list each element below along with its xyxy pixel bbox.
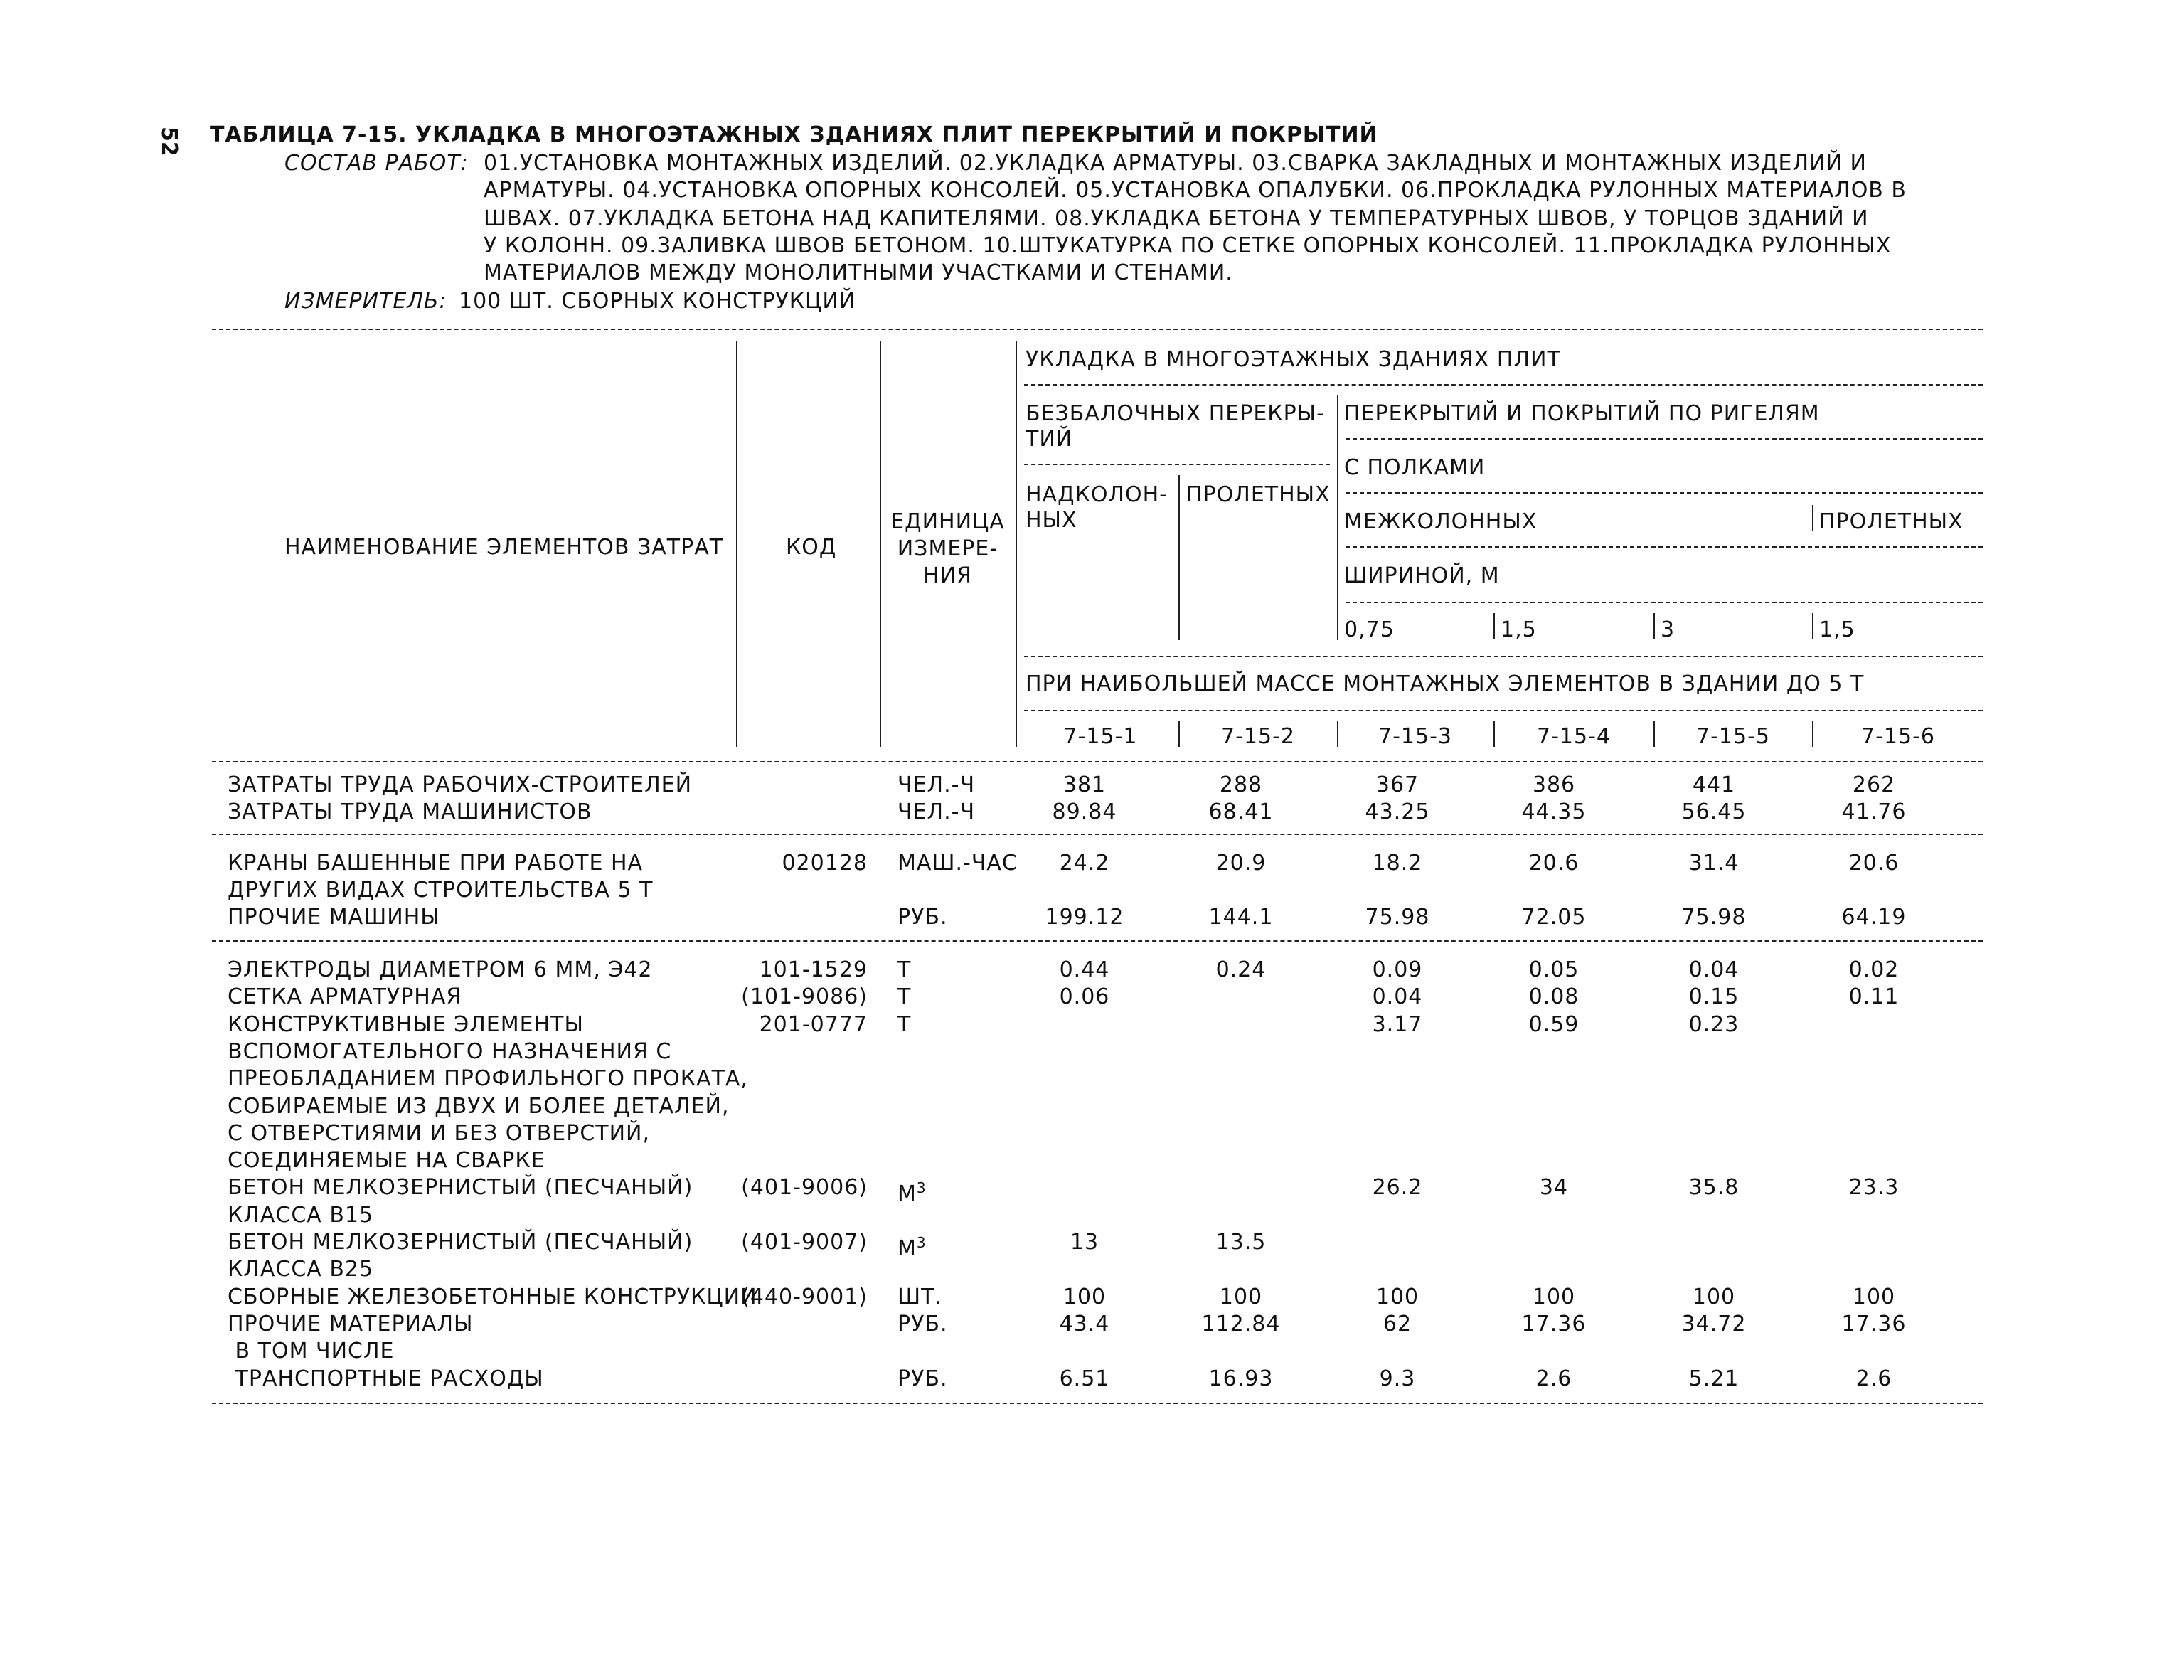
value-cell: 0.15: [1688, 984, 1740, 1010]
value-cell: 17.36: [1841, 1311, 1907, 1336]
header-name: НАИМЕНОВАНИЕ ЭЛЕМЕНТОВ ЗАТРАТ: [284, 535, 724, 560]
value-cell: 441: [1692, 772, 1736, 797]
row-name: БЕТОН МЕЛКОЗЕРНИСТЫЙ (ПЕСЧАНЫЙ): [228, 1175, 693, 1201]
column-code: 7-15-1: [1063, 724, 1138, 749]
row-name: ДРУГИХ ВИДАХ СТРОИТЕЛЬСТВА 5 Т: [228, 878, 654, 903]
value-cell: 199.12: [1045, 905, 1124, 930]
header-divider: [736, 341, 737, 747]
row-unit: РУБ.: [897, 1366, 948, 1391]
row-unit: ЧЕЛ.-Ч: [897, 772, 976, 797]
rule-bottom: [212, 1403, 1983, 1404]
header-divider: [1812, 505, 1813, 531]
rule-top: [212, 329, 1983, 330]
header-divider: [880, 341, 881, 747]
header-divider: [1178, 721, 1180, 747]
row-name: ТРАНСПОРТНЫЕ РАСХОДЫ: [228, 1366, 544, 1391]
row-name: СОЕДИНЯЕМЫЕ НА СВАРКЕ: [228, 1148, 545, 1174]
value-cell: 24.2: [1059, 851, 1110, 876]
value-cell: 20.6: [1528, 851, 1580, 876]
rule-section: [212, 834, 1983, 835]
row-unit: МАШ.-ЧАС: [897, 851, 1018, 876]
row-code: (401-9006): [741, 1175, 868, 1201]
value-cell: 2.6: [1535, 1366, 1572, 1391]
header-rule: [1346, 546, 1983, 548]
header-unit: ИЗМЕРЕ-: [897, 536, 998, 561]
value-cell: 0.59: [1528, 1011, 1580, 1037]
row-name: С ОТВЕРСТИЯМИ И БЕЗ ОТВЕРСТИЙ,: [228, 1120, 651, 1146]
value-cell: 13.5: [1215, 1230, 1267, 1255]
row-code: 201-0777: [759, 1011, 868, 1037]
header-divider: [1493, 613, 1495, 639]
header-nadkolon: НЫХ: [1026, 508, 1077, 533]
header-unit: ЕДИНИЦА: [890, 509, 1005, 534]
value-cell: 0.11: [1848, 984, 1900, 1010]
column-code: 7-15-4: [1537, 724, 1611, 749]
row-name: В ТОМ ЧИСЛЕ: [228, 1339, 395, 1364]
header-rule: [1024, 384, 1983, 386]
value-cell: 6.51: [1059, 1366, 1110, 1391]
value-cell: 262: [1852, 772, 1896, 797]
value-cell: 20.6: [1848, 851, 1900, 876]
row-name: СЕТКА АРМАТУРНАЯ: [228, 984, 462, 1010]
value-cell: 288: [1219, 772, 1263, 797]
value-cell: 43.4: [1059, 1311, 1110, 1336]
row-unit: $М^3$: [897, 1179, 927, 1207]
row-name: КОНСТРУКТИВНЫЕ ЭЛЕМЕНТЫ: [228, 1011, 584, 1037]
value-cell: 112.84: [1201, 1311, 1281, 1336]
row-name: ПРЕОБЛАДАНИЕМ ПРОФИЛЬНОГО ПРОКАТА,: [228, 1066, 748, 1092]
header-divider: [1812, 613, 1813, 639]
value-cell: 144.1: [1208, 905, 1274, 930]
header-rule: [1024, 656, 1983, 657]
value-cell: 35.8: [1688, 1175, 1740, 1201]
sostav-label: СОСТАВ РАБОТ:: [284, 151, 469, 176]
sostav-line: МАТЕРИАЛОВ МЕЖДУ МОНОЛИТНЫМИ УЧАСТКАМИ И СТЕНАМИ.: [484, 260, 1233, 285]
value-cell: 17.36: [1521, 1311, 1587, 1336]
value-cell: 100: [1852, 1284, 1896, 1309]
superscript-three: 3: [916, 1234, 927, 1251]
value-cell: 100: [1375, 1284, 1419, 1309]
value-cell: 100: [1062, 1284, 1107, 1309]
value-cell: 100: [1532, 1284, 1576, 1309]
value-cell: 0.08: [1528, 984, 1580, 1010]
row-unit: Т: [897, 984, 912, 1010]
value-cell: 72.05: [1521, 905, 1587, 930]
value-cell: 0.02: [1848, 957, 1900, 982]
value-cell: 68.41: [1208, 799, 1274, 824]
table-title: ТАБЛИЦА 7-15. УКЛАДКА В МНОГОЭТАЖНЫХ ЗДАНИЯХ ПЛИТ ПЕРЕКРЫТИЙ И ПОКРЫТИЙ: [210, 122, 1378, 147]
rule-header-bottom: [212, 761, 1983, 762]
value-cell: 31.4: [1688, 851, 1740, 876]
value-cell: 0.09: [1372, 957, 1423, 982]
value-cell: 0.23: [1688, 1011, 1740, 1037]
header-width: 1,5: [1819, 617, 1855, 642]
value-cell: 9.3: [1379, 1366, 1416, 1391]
value-cell: 0.24: [1215, 957, 1267, 982]
value-cell: 64.19: [1841, 905, 1907, 930]
header-divider: [1337, 395, 1338, 640]
row-unit: Т: [897, 1011, 912, 1037]
row-name: СОБИРАЕМЫЕ ИЗ ДВУХ И БОЛЕЕ ДЕТАЛЕЙ,: [228, 1093, 730, 1119]
row-code: (101-9086): [741, 984, 868, 1010]
header-width: 3: [1661, 617, 1676, 642]
value-cell: 16.93: [1208, 1366, 1274, 1391]
column-code: 7-15-3: [1378, 724, 1452, 749]
row-unit: $М^3$: [897, 1234, 927, 1261]
row-unit: РУБ.: [897, 1311, 948, 1336]
row-name: КЛАССА В25: [228, 1257, 374, 1282]
header-polki: С ПОЛКАМИ: [1344, 455, 1486, 480]
header-rule: [1346, 438, 1983, 440]
row-unit: Т: [897, 957, 912, 982]
value-cell: 18.2: [1372, 851, 1423, 876]
izmeritel-value: 100 ШТ. СБОРНЫХ КОНСТРУКЦИЙ: [459, 289, 856, 314]
row-unit: РУБ.: [897, 905, 948, 930]
value-cell: 44.35: [1521, 799, 1587, 824]
header-rule: [1346, 602, 1983, 603]
header-proletnyh: ПРОЛЕТНЫХ: [1819, 509, 1964, 534]
value-cell: 100: [1219, 1284, 1263, 1309]
value-cell: 34: [1539, 1175, 1569, 1201]
header-mezhkolon: МЕЖКОЛОННЫХ: [1344, 509, 1538, 534]
sostav-line: 01.УСТАНОВКА МОНТАЖНЫХ ИЗДЕЛИЙ. 02.УКЛАДКА АРМАТУРЫ. 03.СВАРКА ЗАКЛАДНЫХ И МОНТАЖНЫХ ИЗДЕЛИЙ И: [484, 151, 1867, 176]
izmeritel-label: ИЗМЕРИТЕЛЬ:: [284, 289, 447, 314]
header-rigel: ПЕРЕКРЫТИЙ И ПОКРЫТИЙ ПО РИГЕЛЯМ: [1344, 401, 1820, 426]
row-name: КРАНЫ БАШЕННЫЕ ПРИ РАБОТЕ НА: [228, 851, 644, 876]
value-cell: 386: [1532, 772, 1576, 797]
row-name: ЗАТРАТЫ ТРУДА РАБОЧИХ-СТРОИТЕЛЕЙ: [228, 772, 693, 797]
value-cell: 5.21: [1688, 1366, 1740, 1391]
header-width: 1,5: [1501, 617, 1537, 642]
row-name: ЗАТРАТЫ ТРУДА МАШИНИСТОВ: [228, 799, 592, 824]
column-code: 7-15-2: [1221, 724, 1295, 749]
header-width: 0,75: [1344, 617, 1395, 642]
value-cell: 100: [1692, 1284, 1736, 1309]
value-cell: 0.04: [1688, 957, 1740, 982]
row-name: ЭЛЕКТРОДЫ ДИАМЕТРОМ 6 ММ, Э42: [228, 957, 653, 982]
row-name: КЛАССА В15: [228, 1202, 374, 1228]
column-code: 7-15-5: [1696, 724, 1770, 749]
value-cell: 56.45: [1681, 799, 1747, 824]
sostav-line: ШВАХ. 07.УКЛАДКА БЕТОНА НАД КАПИТЕЛЯМИ. 08.УКЛАДКА БЕТОНА У ТЕМПЕРАТУРНЫХ ШВОВ, У ТОРЦОВ ЗДАНИЙ И: [484, 206, 1869, 231]
value-cell: 0.04: [1372, 984, 1423, 1010]
header-bezbal: ТИЙ: [1026, 427, 1073, 452]
row-code: 020128: [782, 851, 868, 876]
header-mass: ПРИ НАИБОЛЬШЕЙ МАССЕ МОНТАЖНЫХ ЭЛЕМЕНТОВ В ЗДАНИИ ДО 5 Т: [1026, 671, 1865, 696]
value-cell: 0.06: [1059, 984, 1110, 1010]
value-cell: 89.84: [1052, 799, 1117, 824]
header-divider: [1653, 613, 1655, 639]
value-cell: 0.44: [1059, 957, 1110, 982]
row-unit: ШТ.: [897, 1284, 942, 1309]
value-cell: 381: [1062, 772, 1107, 797]
row-name: СБОРНЫЕ ЖЕЛЕЗОБЕТОННЫЕ КОНСТРУКЦИИ: [228, 1284, 757, 1309]
header-rule: [1024, 710, 1983, 711]
superscript-three: 3: [916, 1179, 927, 1197]
row-name: ПРОЧИЕ МАШИНЫ: [228, 905, 440, 930]
page-number: 52: [156, 127, 181, 156]
sostav-line: АРМАТУРЫ. 04.УСТАНОВКА ОПОРНЫХ КОНСОЛЕЙ. 05.УСТАНОВКА ОПАЛУБКИ. 06.ПРОКЛАДКА РУЛОННЫХ МАТЕРИАЛОВ В: [484, 178, 1907, 203]
header-proletnyh: ПРОЛЕТНЫХ: [1186, 482, 1331, 507]
row-unit: ЧЕЛ.-Ч: [897, 799, 976, 824]
header-rule: [1024, 464, 1330, 465]
header-group: УКЛАДКА В МНОГОЭТАЖНЫХ ЗДАНИЯХ ПЛИТ: [1026, 347, 1561, 372]
value-cell: 75.98: [1365, 905, 1430, 930]
value-cell: 3.17: [1372, 1011, 1423, 1037]
sostav-line: У КОЛОНН. 09.ЗАЛИВКА ШВОВ БЕТОНОМ. 10.ШТУКАТУРКА ПО СЕТКЕ ОПОРНЫХ КОНСОЛЕЙ. 11.ПРОКЛАДКА РУЛОННЫХ: [484, 233, 1892, 258]
value-cell: 26.2: [1372, 1175, 1423, 1201]
row-code: (401-9007): [741, 1230, 868, 1255]
row-name: ВСПОМОГАТЕЛЬНОГО НАЗНАЧЕНИЯ С: [228, 1038, 672, 1064]
row-code: 101-1529: [759, 957, 868, 982]
value-cell: 75.98: [1681, 905, 1747, 930]
header-shirinoy: ШИРИНОЙ, М: [1344, 563, 1500, 588]
value-cell: 20.9: [1215, 851, 1267, 876]
value-cell: 2.6: [1855, 1366, 1892, 1391]
value-cell: 23.3: [1848, 1175, 1900, 1201]
value-cell: 34.72: [1681, 1311, 1747, 1336]
row-name: БЕТОН МЕЛКОЗЕРНИСТЫЙ (ПЕСЧАНЫЙ): [228, 1230, 693, 1255]
header-nadkolon: НАДКОЛОН-: [1026, 482, 1168, 507]
column-code: 7-15-6: [1861, 724, 1935, 749]
header-divider: [1178, 475, 1180, 640]
header-unit: НИЯ: [923, 563, 972, 588]
value-cell: 367: [1375, 772, 1419, 797]
header-rule: [1346, 492, 1983, 494]
header-code: КОД: [786, 535, 837, 560]
row-name: ПРОЧИЕ МАТЕРИАЛЫ: [228, 1311, 474, 1336]
header-divider: [1016, 341, 1017, 747]
value-cell: 62: [1383, 1311, 1412, 1336]
header-bezbal: БЕЗБАЛОЧНЫХ ПЕРЕКРЫ-: [1026, 401, 1325, 426]
row-code: (440-9001): [741, 1284, 868, 1309]
value-cell: 0.05: [1528, 957, 1580, 982]
rule-section: [212, 940, 1983, 942]
value-cell: 43.25: [1365, 799, 1430, 824]
value-cell: 13: [1070, 1230, 1099, 1255]
value-cell: 41.76: [1841, 799, 1907, 824]
